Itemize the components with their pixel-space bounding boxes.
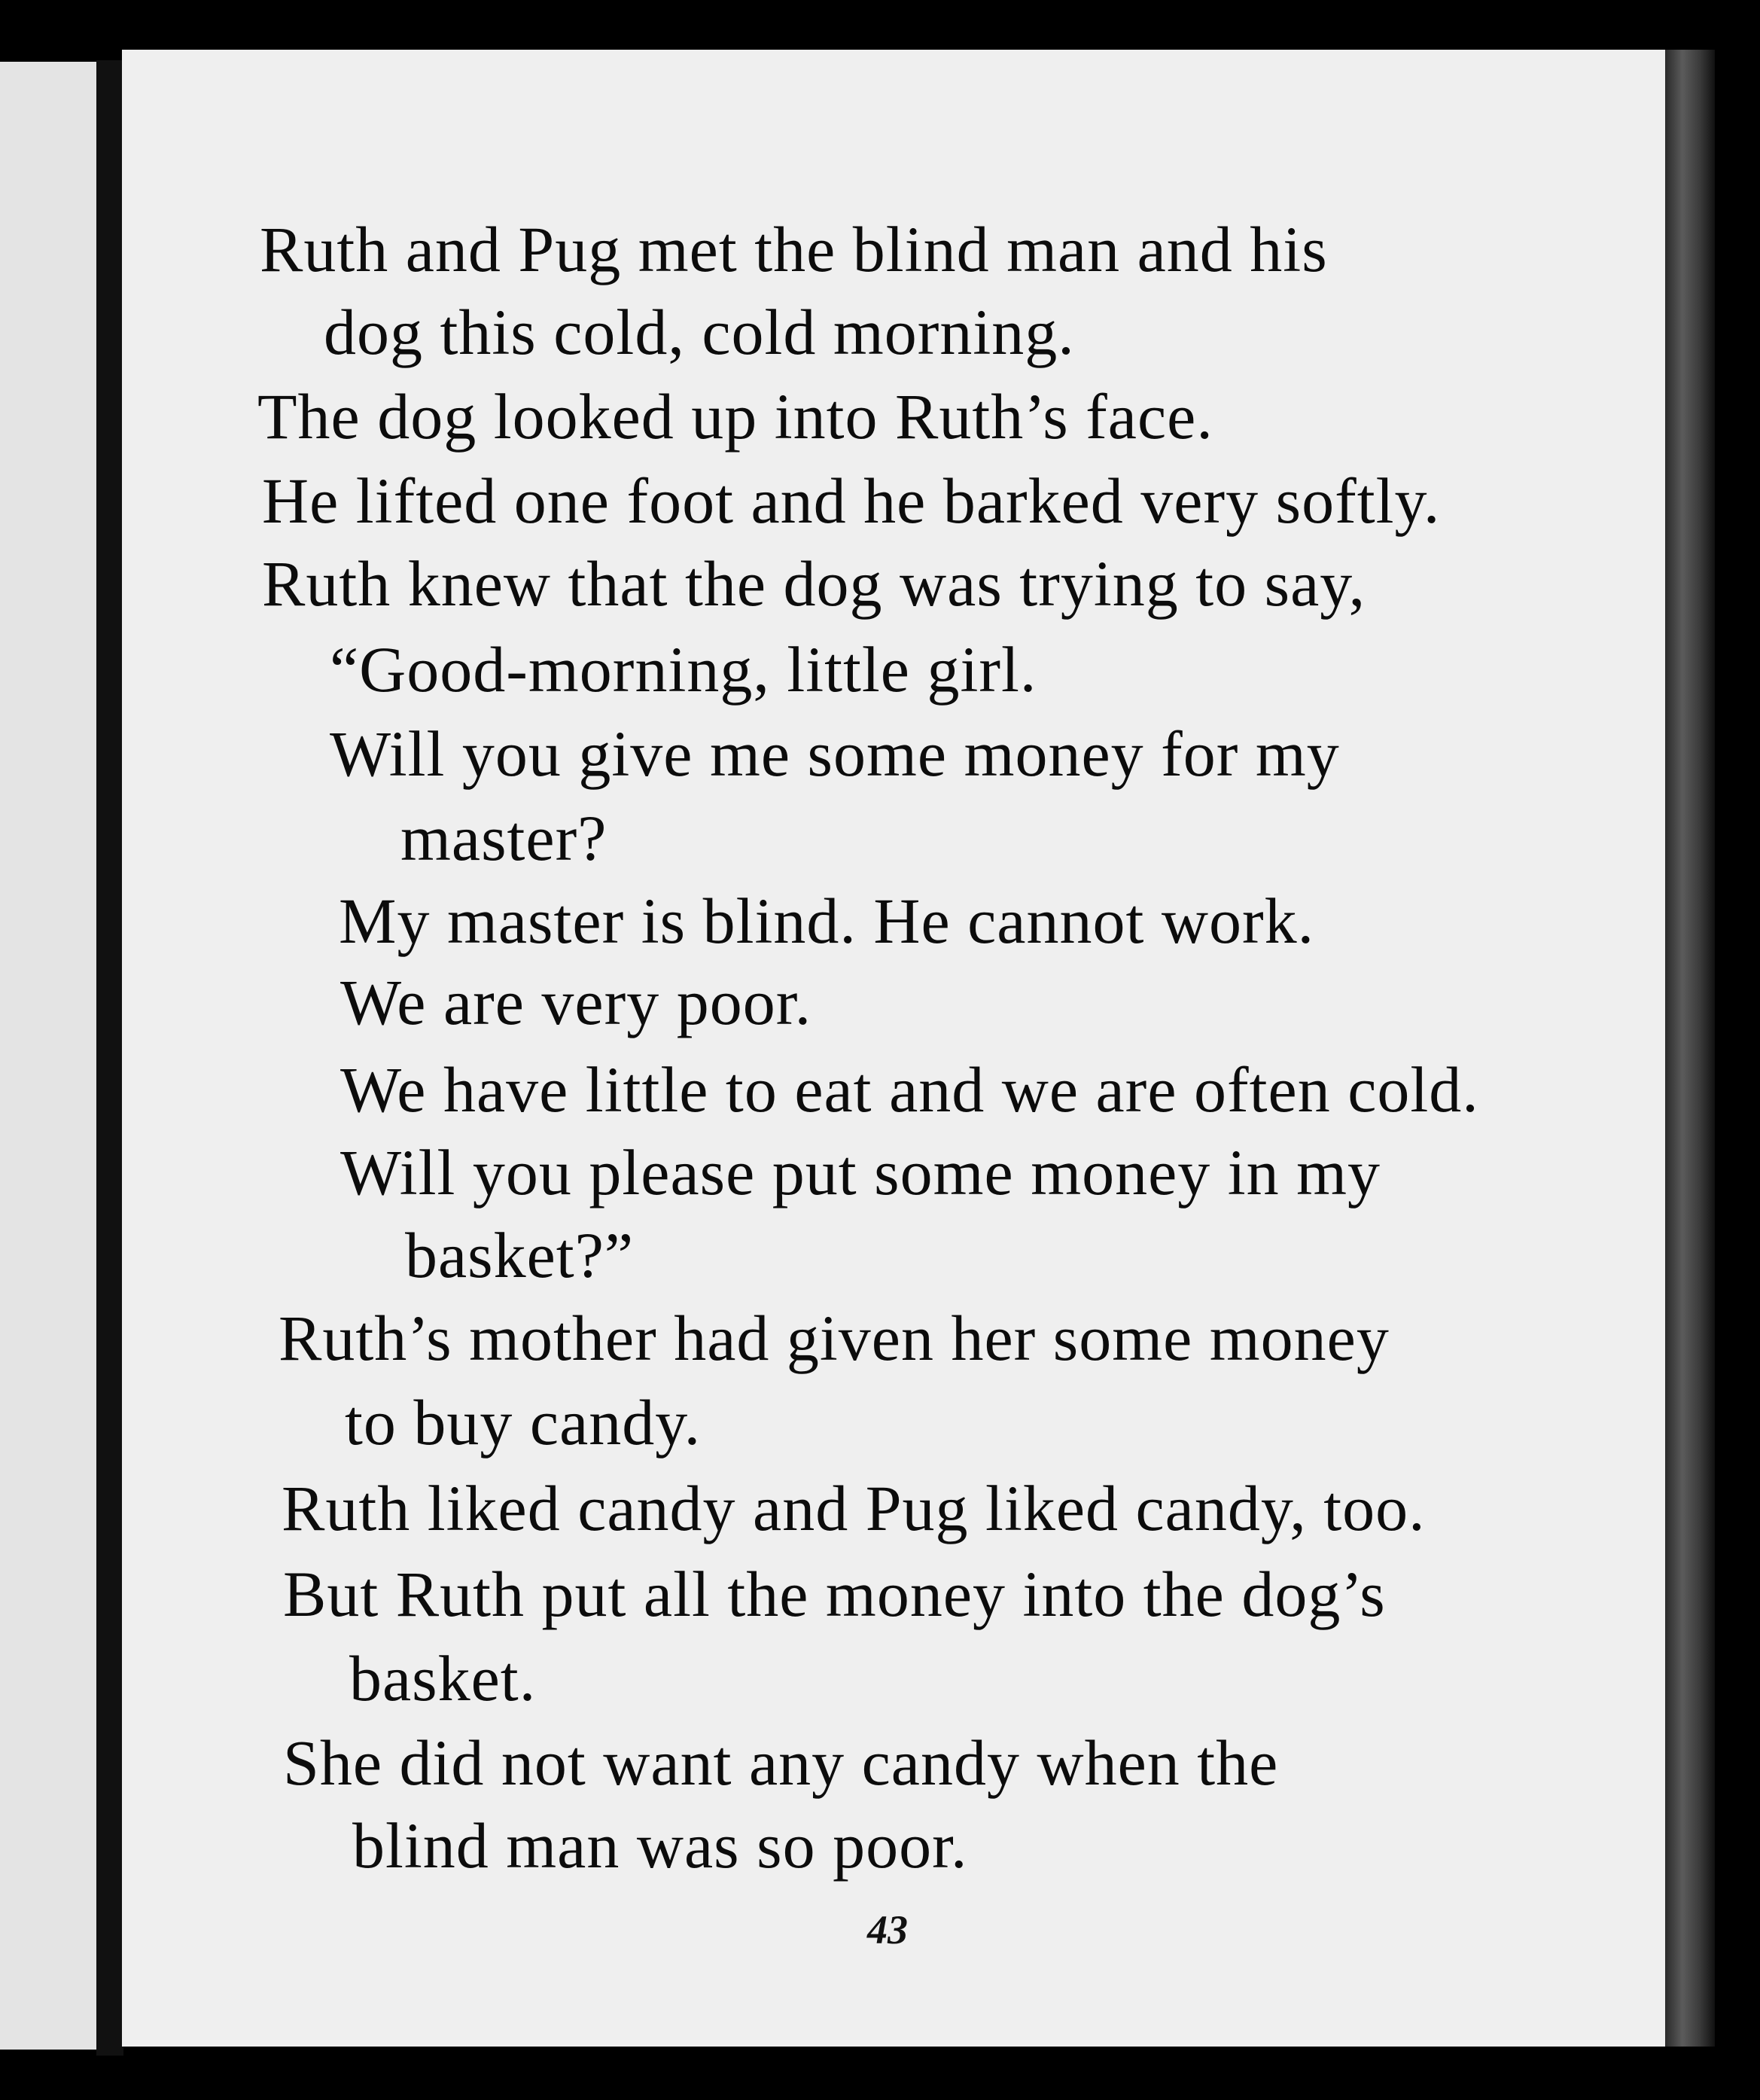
- book-gutter: [96, 60, 123, 2056]
- left-page-edge: [0, 62, 96, 2050]
- text-line: master?: [400, 802, 607, 874]
- text-line: But Ruth put all the money into the dog’s: [283, 1558, 1386, 1630]
- text-line: My master is blind. He cannot work.: [339, 885, 1315, 957]
- text-line: Ruth liked candy and Pug liked candy, too.: [282, 1472, 1426, 1544]
- text-line: Ruth’s mother had given her some money: [279, 1302, 1390, 1374]
- text-line: She did not want any candy when the: [283, 1727, 1279, 1799]
- text-line: “Good-morning, little girl.: [330, 633, 1037, 706]
- text-line: blind man was so poor.: [352, 1809, 968, 1882]
- text-line: Ruth knew that the dog was trying to say,: [262, 547, 1366, 620]
- text-line: dog this cold, cold morning.: [324, 296, 1075, 368]
- text-line: basket.: [349, 1642, 537, 1714]
- text-line: The dog looked up into Ruth’s face.: [257, 380, 1213, 453]
- text-line: We have little to eat and we are often cold.: [340, 1053, 1479, 1126]
- text-line: Will you give me some money for my: [330, 718, 1340, 790]
- text-line: We are very poor.: [340, 966, 812, 1038]
- page-number: 43: [867, 1907, 908, 1952]
- text-line: He lifted one foot and he barked very softly.: [262, 465, 1441, 537]
- text-line: Ruth and Pug met the blind man and his: [260, 213, 1328, 285]
- page-text: [122, 50, 1665, 2047]
- text-line: Will you please put some money in my: [340, 1136, 1381, 1208]
- text-line: basket?”: [405, 1219, 635, 1291]
- book-page: [122, 50, 1665, 2047]
- book-cover-edge: [1665, 50, 1715, 2047]
- text-line: to buy candy.: [345, 1386, 702, 1458]
